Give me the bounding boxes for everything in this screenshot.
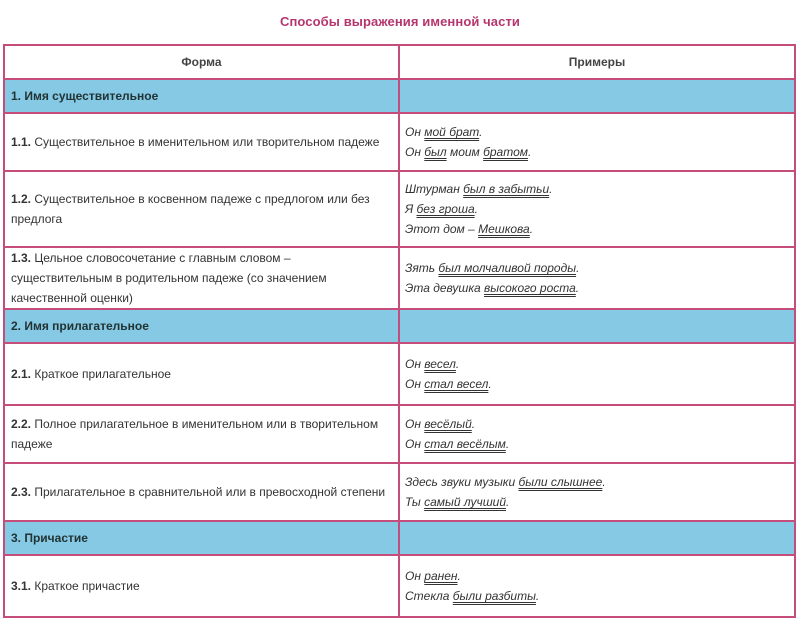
row-text: Прилагательное в сравнительной или в превосходной степени xyxy=(34,485,386,499)
section-row xyxy=(4,309,795,343)
section-empty xyxy=(399,309,795,343)
form-cell xyxy=(4,113,399,171)
example-line xyxy=(405,122,788,142)
predicate-fragment: самый лучший xyxy=(424,495,506,509)
example-text: Стекла xyxy=(405,589,453,603)
examples-cell xyxy=(399,113,795,171)
example-text: Он xyxy=(405,145,425,159)
example-text: . xyxy=(505,437,510,451)
predicate-fragment: мой брат xyxy=(424,125,480,139)
examples-cell xyxy=(399,463,795,521)
predicate-fragment: стал весел xyxy=(424,377,489,391)
example-text: Ты xyxy=(405,495,425,509)
example-text: . xyxy=(457,569,461,583)
row-text: Полное прилагательное в именительном или в творительном падеже xyxy=(11,417,379,451)
header-examples: Примеры xyxy=(399,45,795,79)
predicate-fragment: был молчаливой породы xyxy=(438,261,577,275)
section-row xyxy=(4,521,795,555)
row-text: Цельное словосочетание с главным словом – существительным в родительном падеже (со значением качественной оценки) xyxy=(11,251,327,305)
example-text: . xyxy=(527,145,532,159)
predicate-fragment: весел xyxy=(424,357,456,371)
example-line xyxy=(405,566,788,586)
predicate-fragment: братом xyxy=(483,145,528,159)
example-text: . xyxy=(455,357,460,371)
row-text: Краткое причастие xyxy=(34,579,140,593)
example-text: Здесь звуки музыки xyxy=(405,475,519,489)
example-line xyxy=(405,278,788,298)
section-label: 3. Причастие xyxy=(4,521,399,555)
example-text: . xyxy=(479,125,483,139)
predicate-fragment: были разбиты xyxy=(452,589,536,603)
example-text: . xyxy=(471,417,476,431)
row-number: 1.1. xyxy=(11,135,32,149)
example-line xyxy=(405,586,788,606)
form-cell xyxy=(4,463,399,521)
example-text: Зять xyxy=(405,261,439,275)
row-number: 2.2. xyxy=(11,417,32,431)
section-label: 2. Имя прилагательное xyxy=(4,309,399,343)
section-empty xyxy=(399,79,795,113)
example-text: Эта девушка xyxy=(405,281,485,295)
row-text: Существительное в косвенном падеже с предлогом или без предлога xyxy=(11,192,370,226)
row-number: 2.1. xyxy=(11,367,32,381)
form-cell xyxy=(4,343,399,405)
example-text: Он xyxy=(405,125,425,139)
page-title: Способы выражения именной части xyxy=(279,14,521,29)
table-row xyxy=(4,343,795,405)
predicate-table xyxy=(3,44,796,618)
row-number: 2.3. xyxy=(11,485,32,499)
example-text: Он xyxy=(405,377,425,391)
example-line xyxy=(405,258,788,278)
example-line xyxy=(405,414,788,434)
example-line xyxy=(405,179,788,199)
table-row xyxy=(4,555,795,617)
predicate-fragment: ранен xyxy=(424,569,458,583)
table-row xyxy=(4,171,795,247)
example-text: Он xyxy=(405,437,425,451)
example-text: . xyxy=(506,495,510,509)
example-text: Этот дом – xyxy=(405,222,479,236)
predicate-fragment: Мешкова xyxy=(478,222,530,236)
table-row xyxy=(4,405,795,463)
example-line xyxy=(405,354,788,374)
predicate-fragment: стал весёлым xyxy=(424,437,506,451)
example-line xyxy=(405,374,788,394)
example-line xyxy=(405,492,788,512)
example-text: моим xyxy=(446,145,484,159)
row-number: 3.1. xyxy=(11,579,32,593)
example-line xyxy=(405,142,788,162)
row-number: 1.2. xyxy=(11,192,32,206)
predicate-fragment: высокого роста xyxy=(484,281,576,295)
predicate-fragment: весёлый xyxy=(424,417,472,431)
example-line xyxy=(405,199,788,219)
header-form: Форма xyxy=(4,45,399,79)
row-number: 1.3. xyxy=(11,251,32,265)
example-text: Он xyxy=(405,417,425,431)
example-text: . xyxy=(575,281,580,295)
examples-cell xyxy=(399,343,795,405)
example-line xyxy=(405,219,788,239)
example-text: . xyxy=(474,202,478,216)
section-empty xyxy=(399,521,795,555)
section-label: 1. Имя существительное xyxy=(4,79,399,113)
example-line xyxy=(405,434,788,454)
predicate-fragment: был в забытьи xyxy=(463,182,550,196)
form-cell xyxy=(4,555,399,617)
predicate-fragment: без гроша xyxy=(416,202,475,216)
example-text: . xyxy=(576,261,580,275)
row-text: Существительное в именительном или творительном падеже xyxy=(34,135,380,149)
example-text: . xyxy=(549,182,553,196)
form-cell xyxy=(4,171,399,247)
predicate-fragment: был xyxy=(424,145,447,159)
example-text: . xyxy=(529,222,534,236)
form-cell xyxy=(4,247,399,309)
table-header xyxy=(4,45,795,79)
examples-cell xyxy=(399,171,795,247)
table-row xyxy=(4,247,795,309)
section-row xyxy=(4,79,795,113)
example-text: Он xyxy=(405,357,425,371)
example-text: Штурман xyxy=(405,182,464,196)
examples-cell xyxy=(399,555,795,617)
row-text: Краткое прилагательное xyxy=(34,367,171,381)
form-cell xyxy=(4,405,399,463)
example-line xyxy=(405,472,788,492)
examples-cell xyxy=(399,405,795,463)
example-text: . xyxy=(488,377,492,391)
example-text: . xyxy=(602,475,606,489)
table-row xyxy=(4,113,795,171)
predicate-fragment: были слышнее xyxy=(518,475,603,489)
example-text: Я xyxy=(405,202,417,216)
example-text: . xyxy=(535,589,540,603)
example-text: Он xyxy=(405,569,425,583)
table-row xyxy=(4,463,795,521)
examples-cell xyxy=(399,247,795,309)
